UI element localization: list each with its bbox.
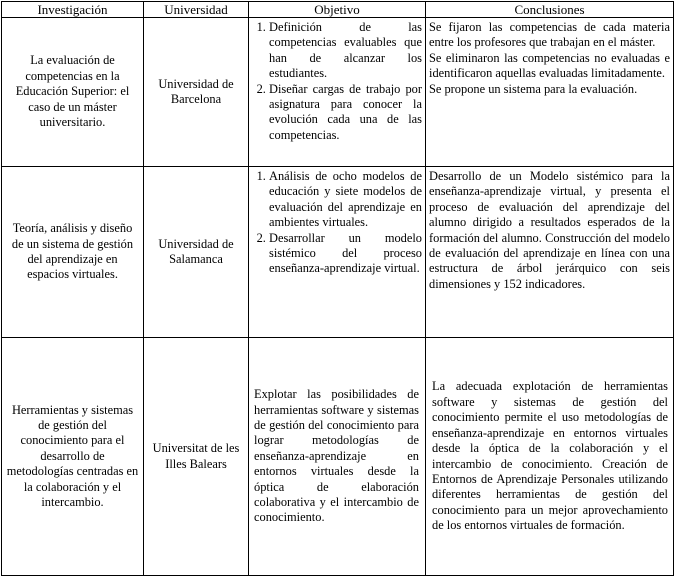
header-universidad: Universidad <box>144 2 249 18</box>
objetivo-cell <box>249 167 426 338</box>
table-row <box>2 18 674 167</box>
objetivo-item: 2. Desarrollar un modelo sistémico del proceso enseñanza-aprendizaje virtual. <box>269 231 422 277</box>
conclusion-paragraph: Se eliminaron las competencias no evaluadas e identificaron aquellas evaluadas limitadamente. <box>429 50 670 81</box>
investigacion-cell: Herramientas y sistemas de gestión del conocimiento para el desarrollo de metodologías centradas en la colaboración y el intercambio. <box>2 338 144 576</box>
objetivo-list <box>252 20 422 143</box>
table-header <box>2 2 674 18</box>
header-conclusiones: Conclusiones <box>426 2 674 18</box>
investigacion-cell: Teoría, análisis y diseño de un sistema de gestión del aprendizaje en espacios virtuales. <box>2 167 144 338</box>
conclusiones-cell <box>426 167 674 338</box>
universidad-cell: Universidad de Salamanca <box>144 167 249 338</box>
table-row <box>2 338 674 576</box>
conclusion-paragraph: Desarrollo de un Modelo sistémico para la enseñanza-aprendizaje virtual, y presenta el proceso de evaluación del aprendizaje del alumno dirigido a resultados esperados de la formación del alumno. Construcción del modelo de evaluación del aprendizaje en línea con una estructura de árbol jerárquico con seis dimensiones y 152 indicadores. <box>429 169 670 291</box>
objetivo-item: 2. Diseñar cargas de trabajo por asignatura para conocer la evolución cada una de las competencias. <box>269 82 422 144</box>
header-objetivo: Objetivo <box>249 2 426 18</box>
research-table <box>1 1 674 576</box>
conclusion-paragraph: La adecuada explotación de herramientas software y sistemas de gestión del conocimiento permite el uso metodologías de enseñanza-aprendizaje en entornos virtuales desde la óptica de la colaboración y el intercambio de conocimiento. Creación de Entornos de Aprendizaje Personales utilizando diferentes herramientas de gestión del conocimiento para un mejor aprovechamiento de los entornos virtuales de formación. <box>432 379 668 533</box>
objetivo-item: 1. Definición de las competencias evaluables que han de alcanzar los estudiantes. <box>269 20 422 82</box>
universidad-cell: Universidad de Barcelona <box>144 18 249 167</box>
objetivo-cell <box>249 338 426 576</box>
header-investigacion: Investigación <box>2 2 144 18</box>
objetivo-list <box>252 169 422 277</box>
investigacion-cell: La evaluación de competencias en la Educación Superior: el caso de un máster universitario. <box>2 18 144 167</box>
conclusion-paragraph: Se fijaron las competencias de cada materia entre los profesores que trabajan en el máster. <box>429 20 670 50</box>
objetivo-item: 1. Análisis de ocho modelos de educación y siete modelos de evaluación del aprendizaje en ambientes virtuales. <box>269 169 422 231</box>
conclusion-paragraph: Se propone un sistema para la evaluación. <box>429 81 638 96</box>
objetivo-paragraph: Explotar las posibilidades de herramientas software y sistemas de gestión del conocimiento para lograr metodologías de enseñanza-aprendizaje en entornos virtuales desde la óptica de elaboración colaborativa y el intercambio de conocimiento. <box>254 387 419 525</box>
conclusiones-cell <box>426 18 674 167</box>
objetivo-cell <box>249 18 426 167</box>
universidad-cell: Universitat de les Illes Balears <box>144 338 249 576</box>
conclusiones-cell <box>426 338 674 576</box>
table-row <box>2 167 674 338</box>
